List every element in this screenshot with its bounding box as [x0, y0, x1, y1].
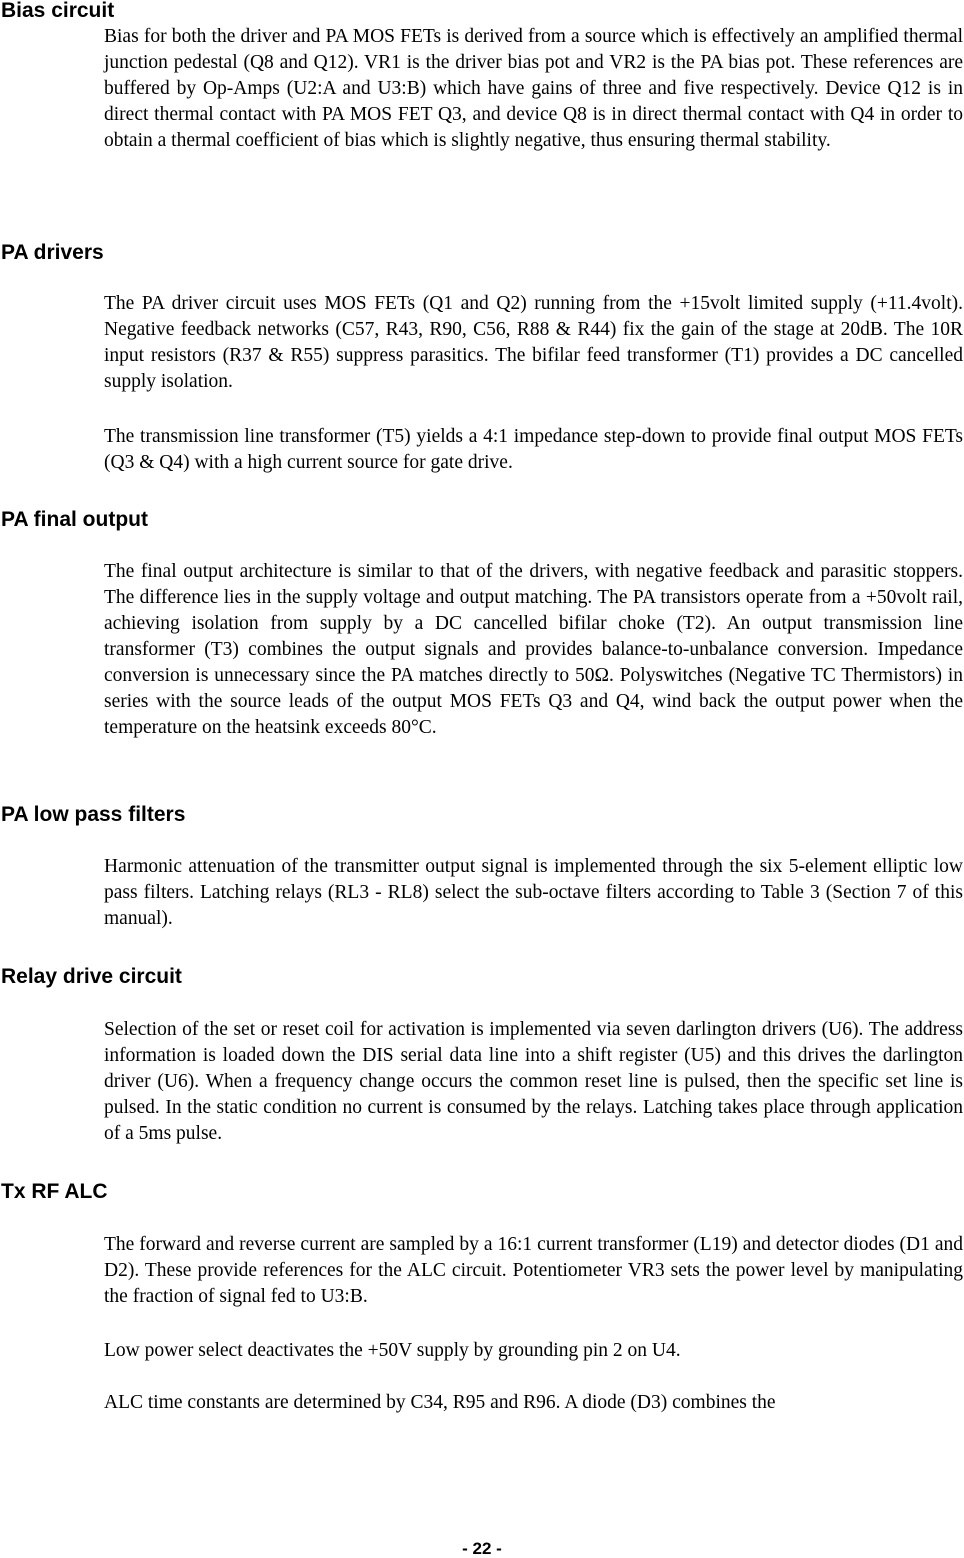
paragraph: The transmission line transformer (T5) yields a 4:1 impedance step-down to provide final output MOS FETs (Q3 & Q4) with a high current source for gate drive. — [104, 426, 963, 473]
section-heading: PA final output — [1, 508, 148, 531]
paragraph: Bias for both the driver and PA MOS FETs is derived from a source which is effectively an amplified thermal junction pedestal (Q8 and Q12). VR1 is the driver bias pot and VR2 is the PA bias pot. These references are buffered by Op-Amps (U2:A and U3:B) which have gains of three and five respectively. Device Q12 is in direct thermal contact with PA MOS FET Q3, and device Q8 is in direct thermal contact with Q4 in order to obtain a thermal coefficient of bias which is slightly negative, thus ensuring thermal stability. — [104, 26, 963, 151]
section-heading: PA drivers — [1, 241, 104, 264]
paragraph: The PA driver circuit uses MOS FETs (Q1 and Q2) running from the +15volt limited supply (+11.4volt). Negative feedback networks (C57, R43, R90, C56, R88 & R44) fix the gain of the stage at 20dB. The 10R input resistors (R37 & R55) suppress parasitics. The bifilar feed transformer (T1) provides a DC cancelled supply isolation. — [104, 293, 963, 392]
page-number: - 22 - — [462, 1539, 502, 1558]
paragraph: Harmonic attenuation of the transmitter output signal is implemented through the six 5-element elliptic low pass filters. Latching relays (RL3 - RL8) select the sub-octave filters according to Table 3 (Section 7 of this manual). — [104, 856, 963, 929]
section-heading: Relay drive circuit — [1, 965, 182, 988]
paragraph: The final output architecture is similar to that of the drivers, with negative feedback and parasitic stoppers. The difference lies in the supply voltage and output matching. The PA transistors operate from a +50volt rail, achieving isolation from supply by a DC cancelled bifilar choke (T2). An output transmission line transformer (T3) combines the output signals and provides balance-to-unbalance conversion. Impedance conversion is unnecessary since the PA matches directly to 50Ω. Polyswitches (Negative TC Thermistors) in series with the source leads of the output MOS FETs Q3 and Q4, wind back the output power when the temperature on the heatsink exceeds 80°C. — [104, 561, 963, 738]
section-heading: PA low pass filters — [1, 803, 186, 826]
section-heading: Tx RF ALC — [1, 1180, 108, 1203]
paragraph: Selection of the set or reset coil for activation is implemented via seven darlington drivers (U6). The address information is loaded down the DIS serial data line into a shift register (U5) and this drives the darlington driver (U6). When a frequency change occurs the common reset line is pulsed, then the specific set line is pulsed. In the static condition no current is consumed by the relays. Latching takes place through application of a 5ms pulse. — [104, 1019, 963, 1144]
paragraph: The forward and reverse current are sampled by a 16:1 current transformer (L19) and detector diodes (D1 and D2). These provide references for the ALC circuit. Potentiometer VR3 sets the power level by manipulating the fraction of signal fed to U3:B. — [104, 1234, 963, 1307]
paragraph: Low power select deactivates the +50V supply by grounding pin 2 on U4. — [104, 1340, 681, 1361]
section-heading: Bias circuit — [1, 0, 115, 22]
paragraph: ALC time constants are determined by C34, R95 and R96. A diode (D3) combines the — [104, 1392, 776, 1413]
